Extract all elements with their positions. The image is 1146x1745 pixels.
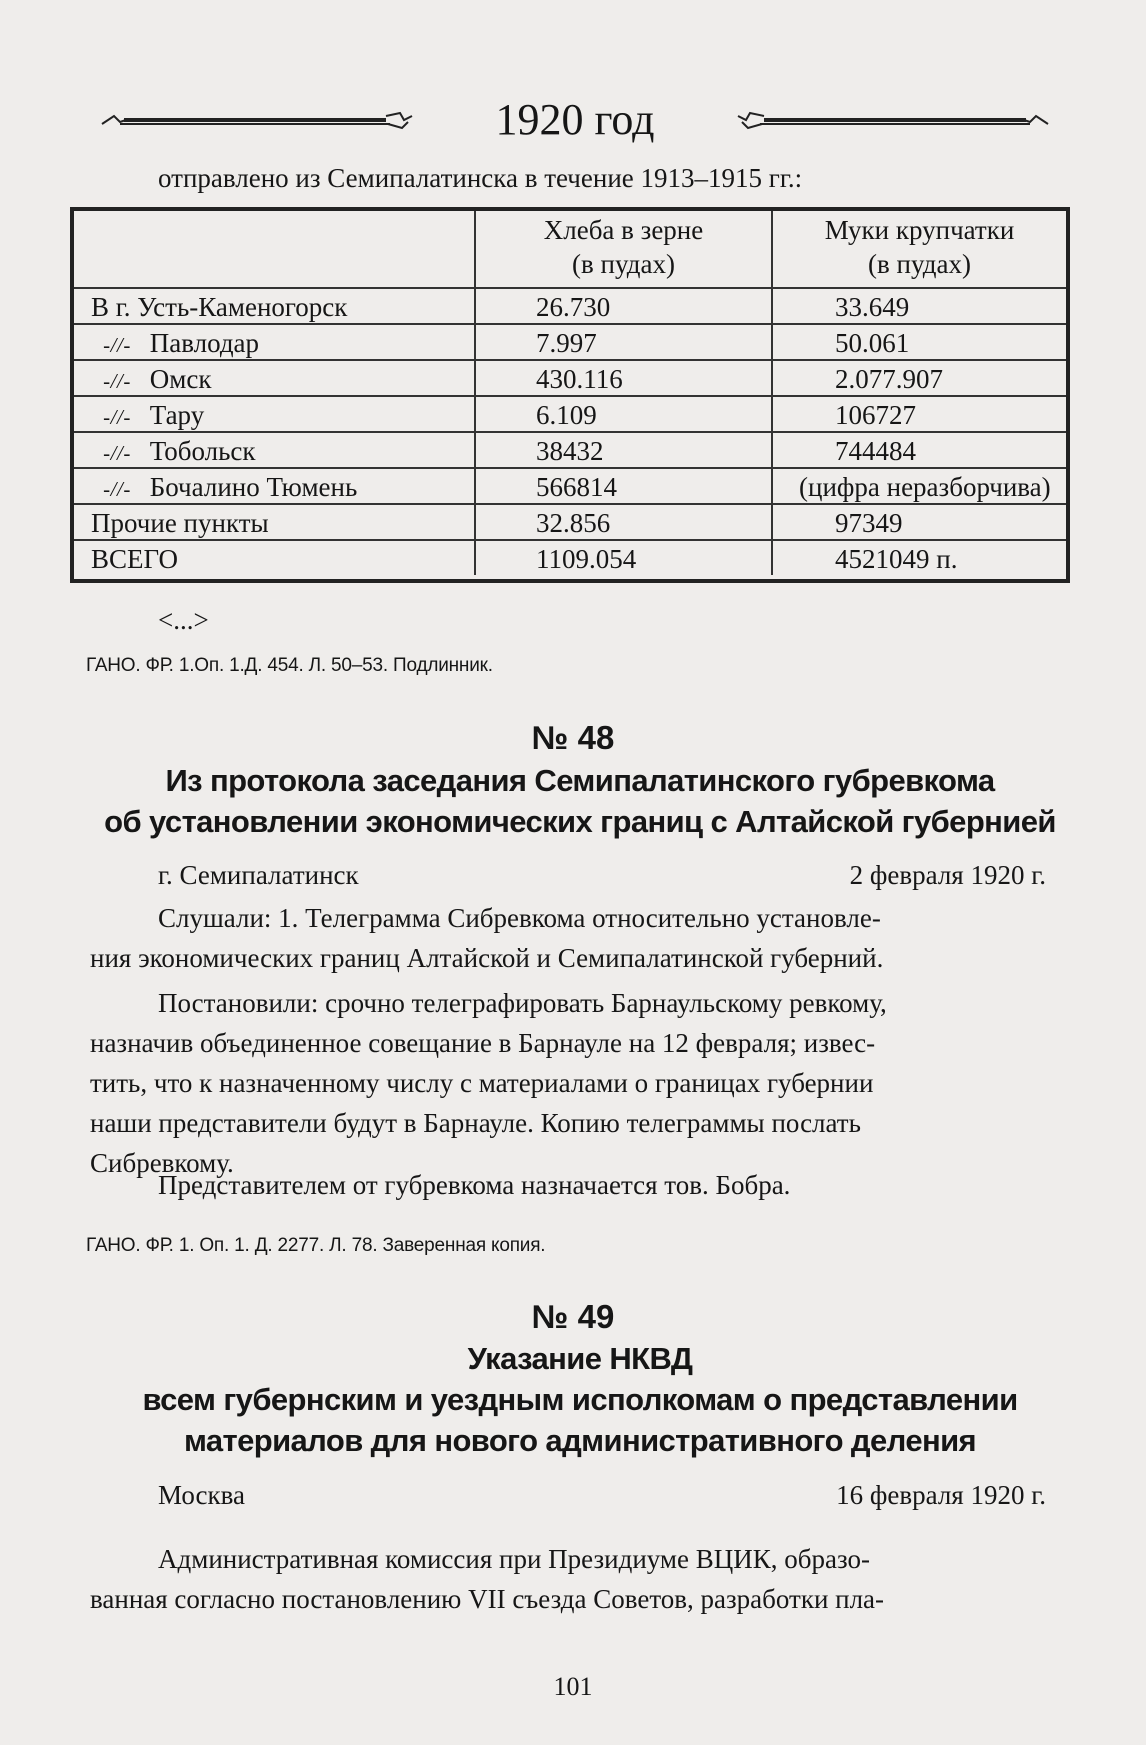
cell-grain: 32.856	[474, 505, 771, 539]
cell-grain: 6.109	[474, 397, 771, 431]
ditto-mark: -//-	[103, 441, 131, 465]
archive-source: ГАНО. ФР. 1.Оп. 1.Д. 454. Л. 50–53. Подлинник.	[86, 655, 493, 676]
paragraph-heard	[90, 898, 1046, 978]
document-date: 16 февраля 1920 г.	[836, 1480, 1046, 1510]
paragraph-representative: Представителем от губревкома назначается тов. Бобра.	[158, 1170, 791, 1200]
header-grain-unit: (в пудах)	[572, 249, 675, 279]
table-row	[74, 287, 1066, 323]
cell-grain: 38432	[474, 433, 771, 467]
table-row	[74, 467, 1066, 503]
cell-place-name: Павлодар	[149, 328, 260, 358]
shipments-table	[70, 207, 1070, 583]
paragraph-commission	[90, 1539, 1046, 1619]
document-title-line: материалов для нового административного деления	[183, 1423, 977, 1458]
cell-flour: 2.077.907	[771, 361, 1066, 395]
document-number: № 49	[531, 1298, 615, 1335]
header-flour-unit: (в пудах)	[868, 249, 971, 279]
cell-place	[74, 325, 474, 359]
ditto-mark: -//-	[103, 333, 131, 357]
document-place: Москва	[158, 1480, 245, 1510]
omission-mark: <...>	[158, 605, 209, 635]
table-header-row	[74, 211, 1066, 287]
cell-place	[74, 433, 474, 467]
table-row	[74, 395, 1066, 431]
cell-place	[74, 361, 474, 395]
header-grain-label: Хлеба в зерне	[543, 215, 704, 245]
paragraph-line: наши представители будут в Барнауле. Копию телеграммы послать	[90, 1108, 861, 1138]
ornament-right-icon	[732, 110, 1050, 132]
cell-place: ВСЕГО	[91, 544, 178, 574]
paragraph-line: Сибревкому.	[90, 1148, 234, 1178]
cell-grain: 26.730	[474, 289, 771, 323]
header-flour-label: Муки крупчатки	[824, 215, 1015, 245]
header-cell-grain	[474, 211, 771, 287]
cell-place-name: Тару	[149, 400, 205, 430]
running-head	[100, 92, 1050, 148]
ditto-mark: -//-	[103, 477, 131, 501]
cell-place-name: Омск	[149, 364, 212, 394]
table-row	[74, 359, 1066, 395]
ditto-mark: -//-	[103, 369, 131, 393]
document-title	[95, 760, 1065, 842]
table-row-total	[74, 539, 1066, 575]
cell-grain: 1109.054	[474, 541, 771, 575]
paragraph-line: Административная комиссия при Президиуме ВЦИК, образо-	[158, 1544, 870, 1574]
cell-flour: 744484	[771, 433, 1066, 467]
document-title-line: Указание НКВД	[467, 1341, 693, 1376]
document-date: 2 февраля 1920 г.	[849, 860, 1046, 890]
document-title	[95, 1338, 1065, 1461]
cell-place	[74, 469, 474, 503]
cell-place	[74, 397, 474, 431]
ornament-left-icon	[100, 110, 418, 132]
cell-place-name: Бочалино Тюмень	[149, 472, 358, 502]
paragraph-line: Слушали: 1. Телеграмма Сибревкома относительно установле-	[158, 903, 881, 933]
paragraph-line: ния экономических границ Алтайской и Семипалатинской губерний.	[90, 943, 884, 973]
page-number: 101	[553, 1672, 593, 1701]
paragraph-resolved	[90, 983, 1046, 1183]
document-number: № 48	[531, 719, 615, 756]
cell-grain: 566814	[474, 469, 771, 503]
document-title-line: об установлении экономических границ с Алтайской губернией	[104, 804, 1056, 839]
page-running-title: 1920 год	[495, 95, 655, 144]
document-title-line: Из протокола заседания Семипалатинского губревкома	[165, 763, 995, 798]
table-row	[74, 323, 1066, 359]
archive-source: ГАНО. ФР. 1. Оп. 1. Д. 2277. Л. 78. Заверенная копия.	[86, 1235, 546, 1256]
table-row	[74, 503, 1066, 539]
cell-place-name: Тобольск	[149, 436, 256, 466]
cell-place: Прочие пункты	[91, 508, 269, 538]
cell-grain: 7.997	[474, 325, 771, 359]
paragraph-line: Постановили: срочно телеграфировать Барнаульскому ревкому,	[158, 988, 887, 1018]
document-title-line: всем губернским и уездным исполкомам о представлении	[142, 1382, 1018, 1417]
table-row	[74, 431, 1066, 467]
cell-flour: 33.649	[771, 289, 1066, 323]
table-intro-text: отправлено из Семипалатинска в течение 1913–1915 гг.:	[158, 163, 803, 193]
header-cell-flour	[771, 211, 1066, 287]
cell-flour: (цифра неразборчива)	[771, 469, 1066, 503]
cell-flour: 106727	[771, 397, 1066, 431]
paragraph-line: назначив объединенное совещание в Барнауле на 12 февраля; извес-	[90, 1028, 876, 1058]
paragraph-line: тить, что к назначенному числу с материалами о границах губернии	[90, 1068, 874, 1098]
ditto-mark: -//-	[103, 405, 131, 429]
cell-flour: 4521049 п.	[771, 541, 1066, 575]
cell-flour: 50.061	[771, 325, 1066, 359]
cell-place: В г. Усть-Каменогорск	[91, 292, 348, 322]
paragraph-line: ванная согласно постановлению VII съезда Советов, разработки пла-	[90, 1584, 885, 1614]
cell-grain: 430.116	[474, 361, 771, 395]
header-cell-place	[74, 211, 474, 287]
cell-flour: 97349	[771, 505, 1066, 539]
document-place: г. Семипалатинск	[158, 860, 359, 890]
